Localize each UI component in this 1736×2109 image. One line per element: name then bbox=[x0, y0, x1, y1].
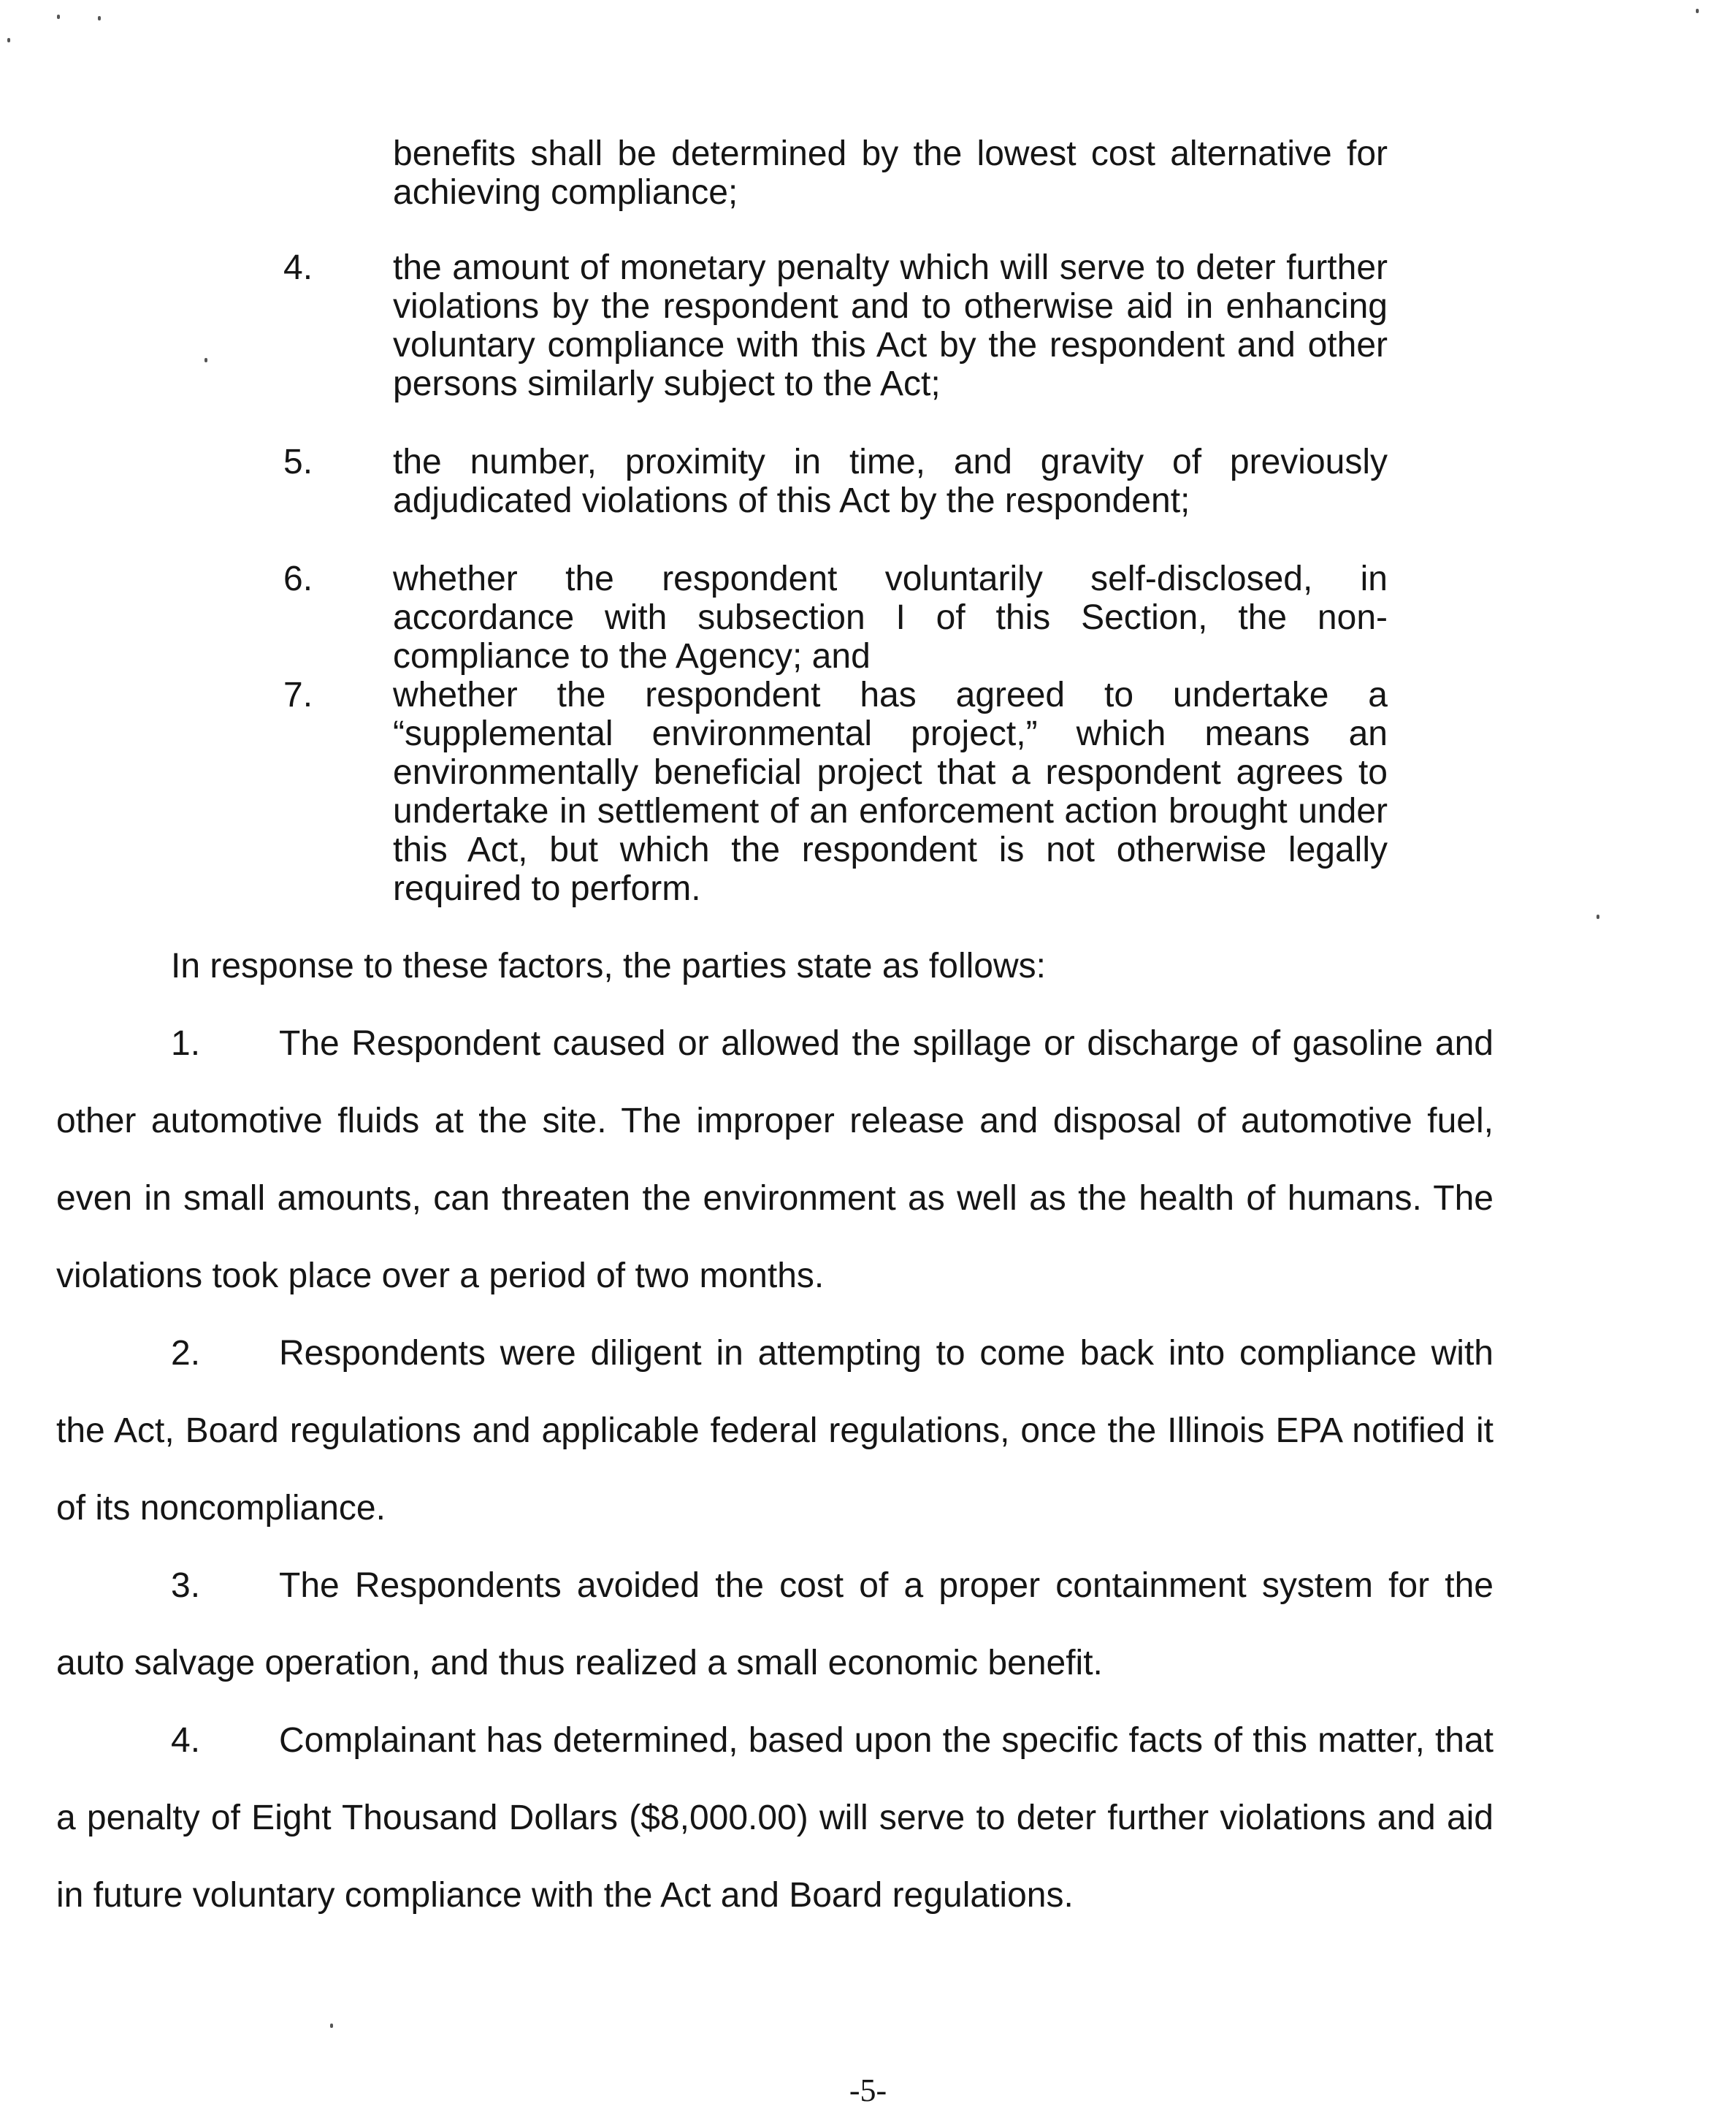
factor-text: the number, proximity in time, and gravity of previously adjudicated violations of this Act by the respondent; bbox=[393, 443, 1388, 520]
scan-speck bbox=[204, 358, 207, 362]
intro-sentence: In response to these factors, the parties state as follows: bbox=[171, 947, 1046, 985]
scan-speck bbox=[1696, 9, 1699, 13]
paragraph-number: 3. bbox=[171, 1566, 201, 1605]
factor-text: the amount of monetary penalty which will serve to deter further violations by the respondent and to otherwise aid in enhancing voluntary compliance with this Act by the respondent and other persons similarly subject to the Act; bbox=[393, 248, 1388, 403]
response-paragraph bbox=[56, 1315, 1494, 1547]
factor-text: whether the respondent voluntarily self-disclosed, in accordance with subsection I of this Section, the non-compliance to the Agency; and bbox=[393, 560, 1388, 676]
scan-speck bbox=[57, 15, 60, 19]
paragraph-number: 4. bbox=[171, 1721, 201, 1760]
factor-continuation: benefits shall be determined by the lowest cost alternative for achieving compliance; bbox=[393, 134, 1388, 212]
paragraph-text: Complainant has determined, based upon the specific facts of this matter, that a penalty of Eight Thousand Dollars ($8,000.00) will serve to deter further violations and aid in future voluntary compliance with the Act and Board regulations. bbox=[56, 1721, 1494, 1915]
paragraph-text: Respondents were diligent in attempting to come back into compliance with the Act, Board regulations and applicable federal regulations, once the Illinois EPA notified it of its noncompliance. bbox=[56, 1334, 1494, 1528]
factor-text: whether the respondent has agreed to undertake a “supplemental environmental project,” which means an environmentally beneficial project that a respondent agrees to undertake in settlement of an enforcement action brought under this Act, but which the respondent is not otherwise legally required to perform. bbox=[393, 676, 1388, 908]
scan-speck bbox=[1597, 915, 1599, 919]
scan-speck bbox=[330, 2024, 333, 2028]
factor-number: 5. bbox=[283, 443, 313, 481]
factor-number: 6. bbox=[283, 560, 313, 598]
paragraph-number: 1. bbox=[171, 1024, 201, 1063]
factor-number: 7. bbox=[283, 676, 313, 714]
page-number: -5- bbox=[849, 2072, 887, 2108]
paragraph-text: The Respondent caused or allowed the spillage or discharge of gasoline and other automotive fluids at the site. The improper release and disposal of automotive fuel, even in small amounts, can threaten the environment as well as the health of humans. The violations took place over a period of two months. bbox=[56, 1024, 1494, 1295]
factor-number: 4. bbox=[283, 248, 313, 287]
scan-speck bbox=[98, 16, 101, 20]
paragraph-number: 2. bbox=[171, 1334, 201, 1373]
scan-speck bbox=[7, 38, 10, 42]
paragraph-text: The Respondents avoided the cost of a proper containment system for the auto salvage operation, and thus realized a small economic benefit. bbox=[56, 1566, 1494, 1682]
response-paragraph bbox=[56, 1547, 1494, 1702]
response-paragraph bbox=[56, 1005, 1494, 1315]
response-paragraph bbox=[56, 1702, 1494, 1934]
